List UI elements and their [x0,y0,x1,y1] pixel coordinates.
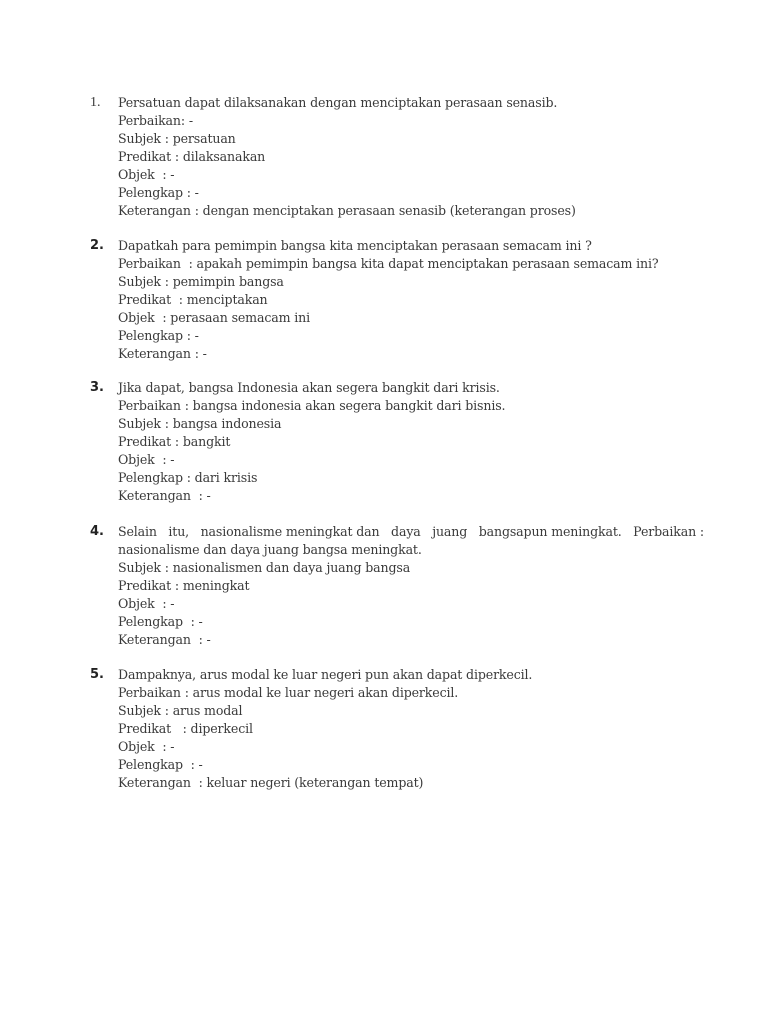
objek-line: Objek : - [118,167,175,182]
predikat-line: Predikat : menciptakan [118,292,268,307]
objek-line: Objek : - [118,452,175,467]
item-lines [118,666,688,792]
subjek-line: Subjek : arus modal [118,703,243,718]
objek-line: Objek : - [118,596,175,611]
pelengkap-line: Pelengkap : - [118,614,203,629]
perbaikan-line: Perbaikan : arus modal ke luar negeri akan diperkecil. [118,685,459,700]
item-lines [118,523,705,649]
objek-line: Objek : - [118,739,175,754]
perbaikan-line: Perbaikan : apakah pemimpin bangsa kita dapat menciptakan perasaan semacam ini? [118,256,659,271]
item-number: 2. [90,238,104,253]
item-lines [118,379,688,505]
item-number: 4. [90,524,104,539]
pelengkap-line: Pelengkap : dari krisis [118,470,258,485]
predikat-line: Predikat : dilaksanakan [118,149,266,164]
item-number: 3. [90,380,104,395]
subjek-line: Subjek : pemimpin bangsa [118,274,284,289]
sentence-line: Dampaknya, arus modal ke luar negeri pun akan dapat diperkecil. [118,667,533,682]
sentence-line: Dapatkah para pemimpin bangsa kita menciptakan perasaan semacam ini ? [118,238,592,253]
pelengkap-line: Pelengkap : - [118,757,203,772]
objek-line: Objek : perasaan semacam ini [118,310,310,325]
perbaikan-line: Perbaikan : bangsa indonesia akan segera bangkit dari bisnis. [118,398,506,413]
predikat-line: Predikat : meningkat [118,578,250,593]
item-lines [118,94,688,220]
subjek-line: Subjek : bangsa indonesia [118,416,282,431]
perbaikan-line: Perbaikan: - [118,113,193,128]
subjek-line: Subjek : nasionalismen dan daya juang bangsa [118,560,411,575]
keterangan-line: Keterangan : dengan menciptakan perasaan senasib (keterangan proses) [118,203,576,218]
predikat-line: Predikat : bangkit [118,434,231,449]
item-number: 5. [90,667,104,682]
item-lines [118,237,688,363]
predikat-line: Predikat : diperkecil [118,721,253,736]
keterangan-line: Keterangan : - [118,488,211,503]
sentence-line: Jika dapat, bangsa Indonesia akan segera bangkit dari krisis. [118,380,500,395]
pelengkap-line: Pelengkap : - [118,328,199,343]
pelengkap-line: Pelengkap : - [118,185,199,200]
keterangan-line: Keterangan : keluar negeri (keterangan tempat) [118,775,424,790]
item-number: 1. [90,95,101,110]
keterangan-line: Keterangan : - [118,346,207,361]
keterangan-line: Keterangan : - [118,632,211,647]
perbaikan-line: nasionalisme dan daya juang bangsa meningkat. [118,542,422,557]
sentence-line: Persatuan dapat dilaksanakan dengan menciptakan perasaan senasib. [118,95,558,110]
sentence-line: Selain itu, nasionalisme meningkat dan daya juang bangsapun meningkat. Perbaikan : [118,524,705,539]
subjek-line: Subjek : persatuan [118,131,236,146]
